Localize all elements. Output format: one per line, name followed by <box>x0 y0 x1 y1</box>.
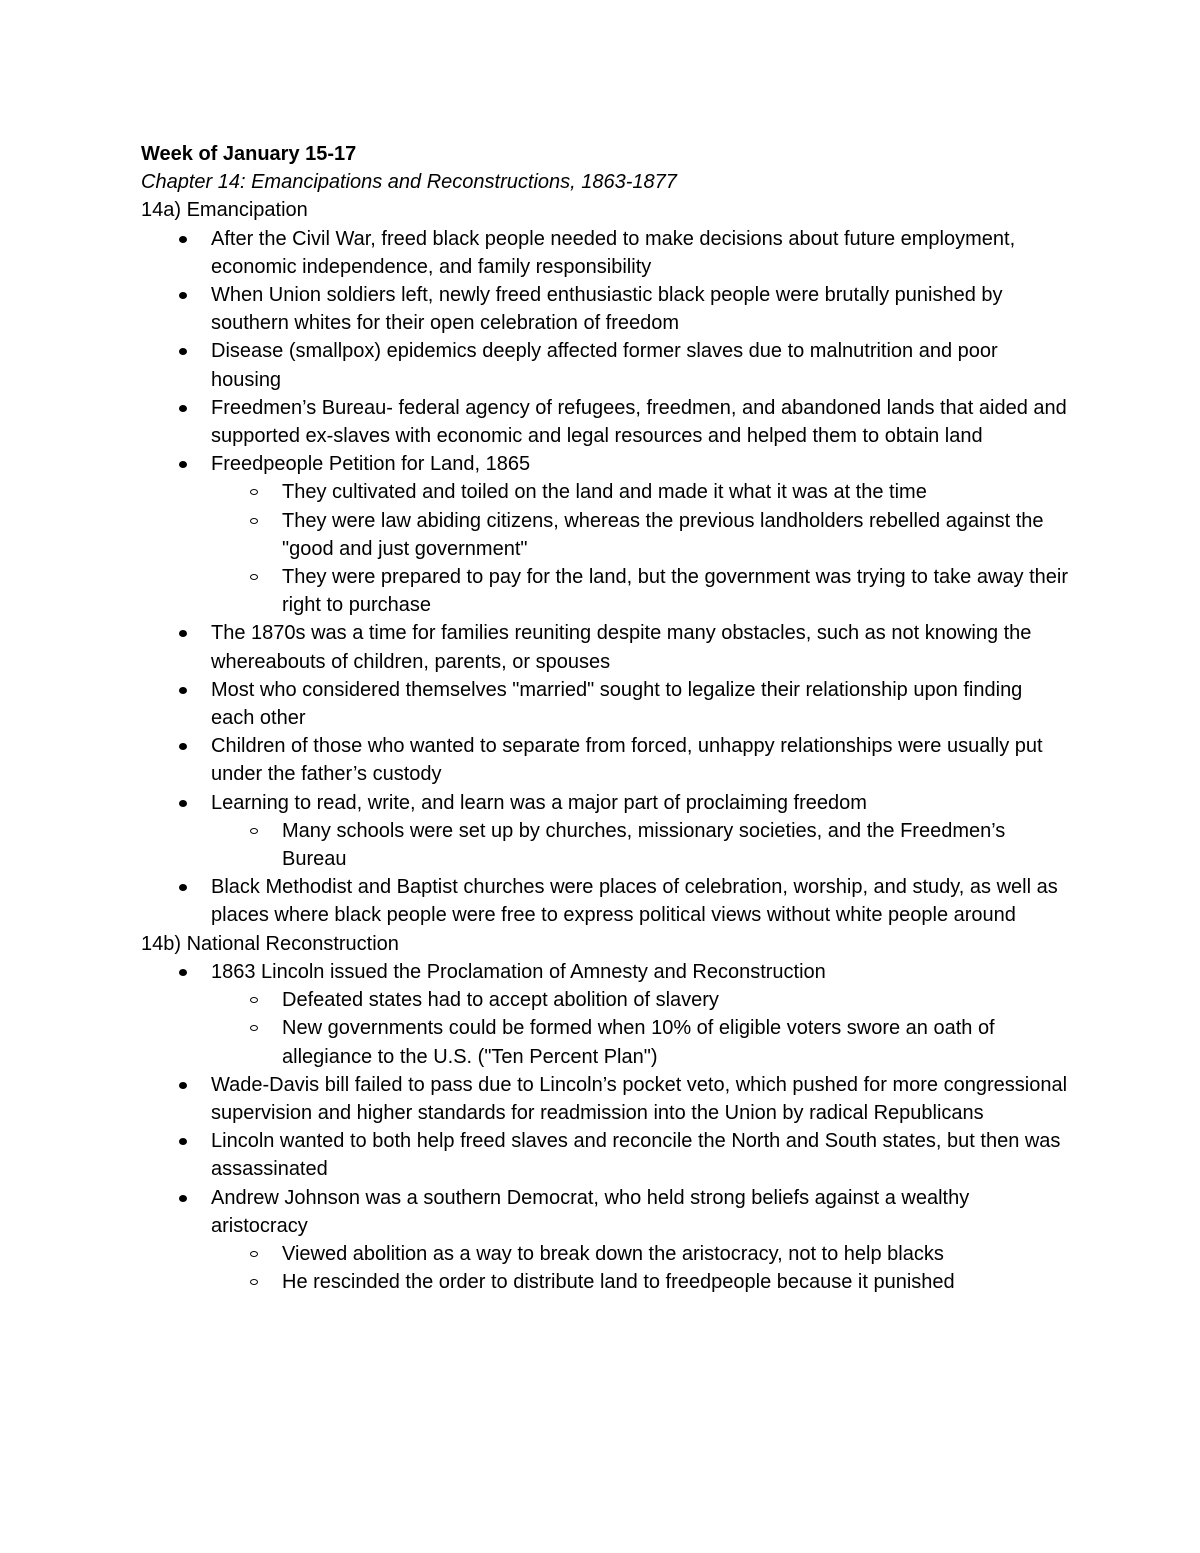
sub-bullet-list <box>211 1240 1071 1296</box>
section-heading: 14b) National Reconstruction <box>141 932 399 955</box>
sub-list-item <box>211 507 1071 563</box>
document-page <box>141 140 1071 1296</box>
list-item-text: Freedmen’s Bureau- federal agency of refugees, freedmen, and abandoned lands that aided and supported ex-slaves with economic and legal resources and helped them to obtain land <box>211 396 1067 448</box>
list-item <box>141 281 1071 337</box>
hollow-bullet-icon <box>250 828 258 834</box>
sub-list-item-text: They were law abiding citizens, whereas the previous landholders rebelled against the "good and just government" <box>282 509 1044 560</box>
list-item <box>141 1127 1071 1183</box>
sub-bullet-list <box>211 478 1071 619</box>
list-item-text: Black Methodist and Baptist churches were places of celebration, worship, and study, as well as places where black people were free to express political views without white people around <box>211 876 1058 927</box>
hollow-bullet-icon <box>250 1025 258 1031</box>
list-item-text: Learning to read, write, and learn was a major part of proclaiming freedom <box>211 791 867 814</box>
sub-list-item-text: Many schools were set up by churches, missionary societies, and the Freedmen’s Bureau <box>282 819 1006 871</box>
section-heading: 14a) Emancipation <box>141 199 308 222</box>
sub-bullet-list <box>211 986 1071 1071</box>
filled-bullet-icon <box>179 687 187 694</box>
filled-bullet-icon <box>179 461 187 468</box>
list-item <box>141 676 1071 732</box>
filled-bullet-icon <box>179 743 187 750</box>
filled-bullet-icon <box>179 630 187 637</box>
hollow-bullet-icon <box>250 489 258 495</box>
sub-list-item <box>211 563 1071 619</box>
list-item <box>141 394 1071 450</box>
list-item-text: 1863 Lincoln issued the Proclamation of Amnesty and Reconstruction <box>211 960 826 983</box>
list-item-text: When Union soldiers left, newly freed enthusiastic black people were brutally punished by southern whites for their open celebration of freedom <box>211 284 1003 335</box>
hollow-bullet-icon <box>250 518 258 524</box>
sub-list-item <box>211 1014 1071 1070</box>
list-item-text: Lincoln wanted to both help freed slaves and reconcile the North and South states, but then was assassinated <box>211 1130 1061 1181</box>
filled-bullet-icon <box>179 348 187 355</box>
list-item <box>141 225 1071 281</box>
list-item <box>141 732 1071 788</box>
list-item <box>141 1184 1071 1297</box>
sub-list-item-text: He rescinded the order to distribute land to freedpeople because it punished <box>282 1271 955 1294</box>
sub-bullet-list <box>211 817 1071 873</box>
filled-bullet-icon <box>179 884 187 891</box>
filled-bullet-icon <box>179 1138 187 1145</box>
filled-bullet-icon <box>179 800 187 807</box>
list-item-text: The 1870s was a time for families reuniting despite many obstacles, such as not knowing the whereabouts of children, parents, or spouses <box>211 622 1032 673</box>
list-item-text: Wade-Davis bill failed to pass due to Lincoln’s pocket veto, which pushed for more congressional supervision and higher standards for readmission into the Union by radical Republicans <box>211 1073 1068 1124</box>
hollow-bullet-icon <box>250 574 258 580</box>
filled-bullet-icon <box>179 1195 187 1202</box>
list-item-text: Andrew Johnson was a southern Democrat, who held strong beliefs against a wealthy aristocracy <box>211 1186 970 1237</box>
list-item <box>141 619 1071 675</box>
list-item-text: Most who considered themselves "married" sought to legalize their relationship upon finding each other <box>211 678 1023 730</box>
hollow-bullet-icon <box>250 997 258 1003</box>
sub-list-item-text: They cultivated and toiled on the land and made it what it was at the time <box>282 481 927 504</box>
hollow-bullet-icon <box>250 1251 258 1257</box>
list-item <box>141 337 1071 393</box>
bullet-list <box>141 958 1071 1296</box>
filled-bullet-icon <box>179 236 187 243</box>
sub-list-item-text: Defeated states had to accept abolition of slavery <box>282 989 719 1012</box>
bullet-list <box>141 225 1071 930</box>
filled-bullet-icon <box>179 405 187 412</box>
sub-list-item <box>211 1240 1071 1268</box>
list-item <box>141 789 1071 874</box>
list-item-text: Children of those who wanted to separate from forced, unhappy relationships were usually put under the father’s custody <box>211 735 1043 786</box>
list-item <box>141 958 1071 1071</box>
list-item <box>141 1071 1071 1127</box>
filled-bullet-icon <box>179 1082 187 1089</box>
list-item <box>141 450 1071 619</box>
sub-list-item <box>211 1268 1071 1296</box>
sub-list-item <box>211 478 1071 506</box>
hollow-bullet-icon <box>250 1279 258 1285</box>
sub-list-item-text: New governments could be formed when 10% of eligible voters swore an oath of allegiance to the U.S. ("Ten Percent Plan") <box>282 1017 995 1068</box>
sub-list-item <box>211 986 1071 1014</box>
list-item <box>141 873 1071 929</box>
list-item-text: Disease (smallpox) epidemics deeply affected former slaves due to malnutrition and poor housing <box>211 340 998 391</box>
filled-bullet-icon <box>179 969 187 976</box>
document-title: Week of January 15-17 <box>141 143 357 165</box>
chapter-subtitle: Chapter 14: Emancipations and Reconstructions, 1863-1877 <box>141 171 677 194</box>
filled-bullet-icon <box>179 292 187 299</box>
sub-list-item-text: They were prepared to pay for the land, but the government was trying to take away their right to purchase <box>282 566 1068 617</box>
notes-body <box>141 196 1071 1296</box>
list-item-text: Freedpeople Petition for Land, 1865 <box>211 453 531 476</box>
sub-list-item <box>211 817 1071 873</box>
sub-list-item-text: Viewed abolition as a way to break down the aristocracy, not to help blacks <box>282 1242 944 1265</box>
list-item-text: After the Civil War, freed black people needed to make decisions about future employment, economic independence, and family responsibility <box>211 227 1016 278</box>
